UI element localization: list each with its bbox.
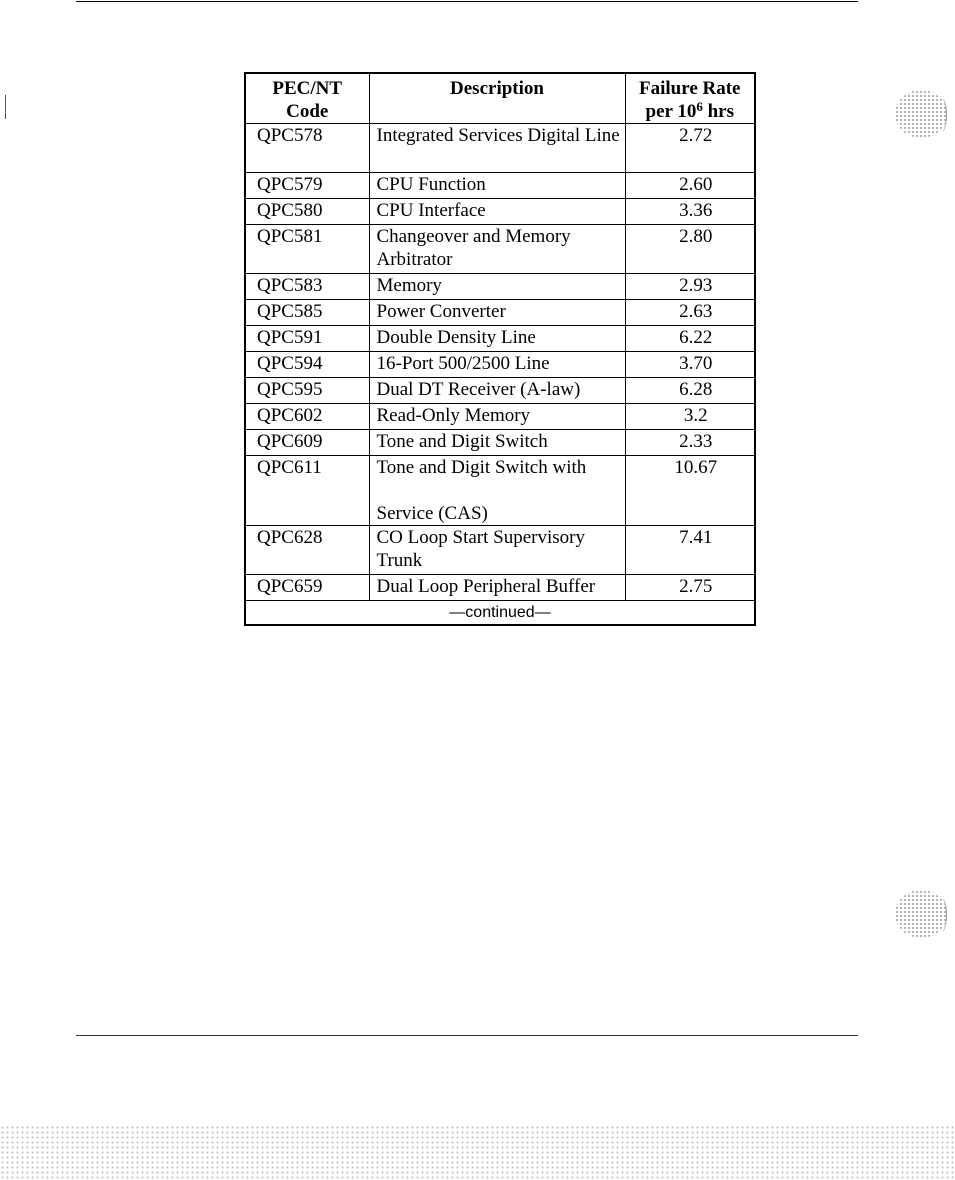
table-row <box>245 352 755 378</box>
code-cell: QPC609 <box>245 430 369 456</box>
header-description <box>369 73 625 124</box>
code-cell: QPC628 <box>245 526 369 575</box>
header-description-text: Description <box>450 78 544 99</box>
code-cell: QPC591 <box>245 326 369 352</box>
failure-rate-table-container <box>244 72 754 638</box>
code-cell: QPC578 <box>245 124 369 173</box>
table-row <box>245 456 755 526</box>
table-row <box>245 225 755 274</box>
table-row <box>245 430 755 456</box>
code-cell: QPC595 <box>245 378 369 404</box>
continued-row <box>245 601 755 626</box>
rate-cell: 2.33 <box>625 430 755 456</box>
header-rate-line1: Failure Rate <box>639 78 741 99</box>
rate-cell: 2.80 <box>625 225 755 274</box>
description-cell: CPU Interface <box>369 199 625 225</box>
code-cell: QPC581 <box>245 225 369 274</box>
code-cell: QPC602 <box>245 404 369 430</box>
description-cell: Power Converter <box>369 300 625 326</box>
table-row <box>245 173 755 199</box>
description-cell: Integrated Services Digital Line <box>369 124 625 173</box>
description-cell: CO Loop Start Supervisory Trunk <box>369 526 625 575</box>
table-row <box>245 378 755 404</box>
header-rate-prefix: per 10 <box>645 101 697 122</box>
top-rule <box>76 1 858 2</box>
header-rate-exponent: 6 <box>696 99 703 114</box>
code-cell: QPC611 <box>245 456 369 526</box>
header-failure-rate <box>625 73 755 124</box>
continued-note: —continued— <box>245 601 755 626</box>
rate-cell: 6.28 <box>625 378 755 404</box>
description-cell: Memory <box>369 274 625 300</box>
table-row <box>245 124 755 173</box>
table-row <box>245 526 755 575</box>
scan-noise-bottom <box>0 1125 955 1180</box>
table-row <box>245 199 755 225</box>
header-code-line2: Code <box>286 101 329 122</box>
rate-cell: 2.75 <box>625 575 755 601</box>
description-cell: Dual DT Receiver (A-law) <box>369 378 625 404</box>
description-cell: 16-Port 500/2500 Line <box>369 352 625 378</box>
rate-cell: 2.72 <box>625 124 755 173</box>
description-cell: Changeover and Memory Arbitrator <box>369 225 625 274</box>
code-cell: QPC594 <box>245 352 369 378</box>
table-row <box>245 274 755 300</box>
punch-hole-top <box>895 90 947 138</box>
code-cell: QPC580 <box>245 199 369 225</box>
description-cell: Read-Only Memory <box>369 404 625 430</box>
code-cell: QPC583 <box>245 274 369 300</box>
header-rate-suffix: hrs <box>702 101 734 122</box>
margin-mark <box>5 95 6 119</box>
code-cell: QPC579 <box>245 173 369 199</box>
description-cell: CPU Function <box>369 173 625 199</box>
table-header-row <box>245 73 755 124</box>
rate-cell: 2.93 <box>625 274 755 300</box>
code-cell: QPC585 <box>245 300 369 326</box>
description-line3: Service (CAS) <box>376 503 488 524</box>
table-row <box>245 326 755 352</box>
rate-cell: 10.67 <box>625 456 755 526</box>
code-cell: QPC659 <box>245 575 369 601</box>
rate-cell: 2.60 <box>625 173 755 199</box>
header-code-line1: PEC/NT <box>272 78 343 99</box>
header-code <box>245 73 369 124</box>
punch-hole-bottom <box>895 890 947 938</box>
description-cell <box>369 456 625 526</box>
description-line1: Tone and Digit Switch with <box>376 457 587 478</box>
description-cell: Dual Loop Peripheral Buffer <box>369 575 625 601</box>
rate-cell: 6.22 <box>625 326 755 352</box>
rate-cell: 3.36 <box>625 199 755 225</box>
bottom-rule <box>76 1035 858 1036</box>
table-row <box>245 575 755 601</box>
table-row <box>245 404 755 430</box>
failure-rate-table <box>244 72 756 626</box>
table-row <box>245 300 755 326</box>
description-cell: Double Density Line <box>369 326 625 352</box>
rate-cell: 3.2 <box>625 404 755 430</box>
rate-cell: 7.41 <box>625 526 755 575</box>
rate-cell: 2.63 <box>625 300 755 326</box>
rate-cell: 3.70 <box>625 352 755 378</box>
description-cell: Tone and Digit Switch <box>369 430 625 456</box>
